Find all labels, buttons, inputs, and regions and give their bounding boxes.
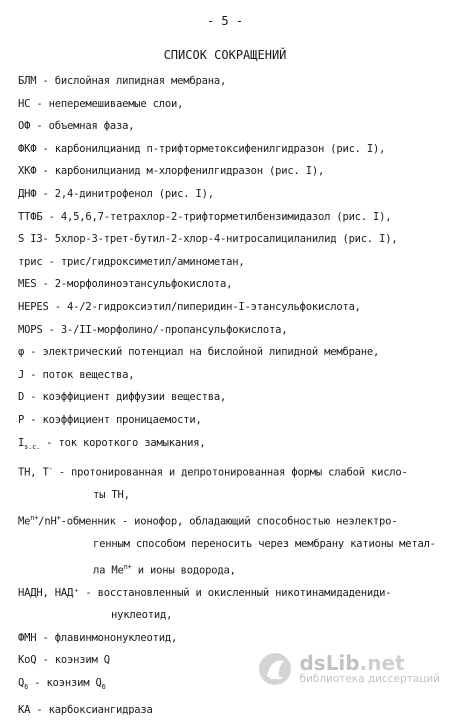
watermark <box>257 651 440 687</box>
entry-prefix: ла Me <box>93 564 124 577</box>
abbreviation-entry <box>18 432 443 459</box>
abbreviation-entry: ХКФ - карбонилцианид м-хлорфенилгидразон (рис. I), <box>18 165 325 178</box>
abbreviation-list <box>18 70 443 721</box>
entry-definition: - ток короткого замыкания, <box>40 436 206 449</box>
entry-symbol: TH, T <box>18 466 49 479</box>
abbreviation-entry: НАДН, НАД⁺ - восстановленный и окисленный никотинамидадениди- <box>18 586 392 599</box>
entry-superscript: - <box>48 465 53 474</box>
watermark-tagline: библиотека диссертаций <box>299 673 440 685</box>
abbreviation-entry <box>18 507 443 533</box>
abbreviation-entry: ДНФ - 2,4-динитрофенол (рис. I), <box>18 187 214 200</box>
abbreviation-entry: MOPS - 3-/II-морфолино/-пропансульфокислота, <box>18 323 288 336</box>
page-heading: СПИСОК СОКРАЩЕНИЙ <box>163 48 287 62</box>
abbreviation-entry: нуклеотид, <box>111 609 173 622</box>
page-number: - 5 - <box>206 14 244 28</box>
entry-definition: - протонированная и депротонированная формы слабой кисло- <box>52 466 408 479</box>
entry-symbol: I <box>18 436 25 449</box>
abbreviation-entry: ты ТН, <box>93 489 130 502</box>
abbreviation-entry: ОФ - объемная фаза, <box>18 120 135 133</box>
abbreviation-entry: D - коэффициент диффузии вещества, <box>18 391 227 404</box>
entry-superscript: + <box>56 513 61 522</box>
abbreviation-entry: ФМН - флавинмононуклеотид, <box>18 631 178 644</box>
abbreviation-entry: ФКФ - карбонилцианид п-трифторметоксифенилгидразон (рис. I), <box>18 142 386 155</box>
entry-subscript: 6 <box>101 683 106 692</box>
entry-symbol: Q <box>18 677 25 690</box>
abbreviation-entry: J - поток вещества, <box>18 368 135 381</box>
entry-definition: -обменник - ионофор, обладающий способностью неэлектро- <box>60 515 398 528</box>
abbreviation-entry: φ - электрический потенциал на бислойной липидной мембране, <box>18 346 380 359</box>
abbreviation-entry: HEPES - 4-/2-гидроксиэтил/пиперидин-I-этансульфокислота, <box>18 300 361 313</box>
entry-definition: - коэнзим Q <box>28 677 102 690</box>
entry-subscript: 6 <box>24 683 29 692</box>
abbreviation-entry: P - коэффициент проницаемости, <box>18 413 202 426</box>
abbreviation-entry: трис - трис/гидроксиметил/аминометан, <box>18 255 245 268</box>
abbreviation-entry: MES - 2-морфолиноэтансульфокислота, <box>18 278 233 291</box>
entry-definition: и ионы водорода, <box>131 564 236 577</box>
entry-symbol-part: /nH <box>38 515 57 528</box>
entry-superscript: n+ <box>30 513 39 522</box>
abbreviation-entry: БЛМ - бислойная липидная мембрана, <box>18 75 227 87</box>
abbreviation-entry: НС - неперемешиваемые слои, <box>18 97 184 110</box>
abbreviation-entry: генным способом переносить через мембрану катионы метал- <box>93 537 436 550</box>
abbreviation-entry: ТТФБ - 4,5,6,7-тетрахлор-2-трифторметилбензимидазол (рис. I), <box>18 210 392 223</box>
watermark-name: dsLib <box>299 651 360 675</box>
entry-superscript: n+ <box>123 562 132 571</box>
entry-subscript: s.c. <box>24 442 41 451</box>
ds-logo-icon <box>257 651 293 687</box>
watermark-tld: .net <box>359 651 405 675</box>
abbreviation-entry <box>18 458 443 484</box>
abbreviation-entry: KoQ - коэнзим Q <box>18 654 110 667</box>
abbreviation-entry <box>18 556 443 582</box>
abbreviation-entry: КА - карбоксиангидраза <box>18 703 153 716</box>
abbreviation-entry: S I3- 5хлор-3-трет-бутил-2-хлор-4-нитросалициланилид (рис. I), <box>18 233 398 246</box>
entry-symbol: Me <box>18 515 31 528</box>
